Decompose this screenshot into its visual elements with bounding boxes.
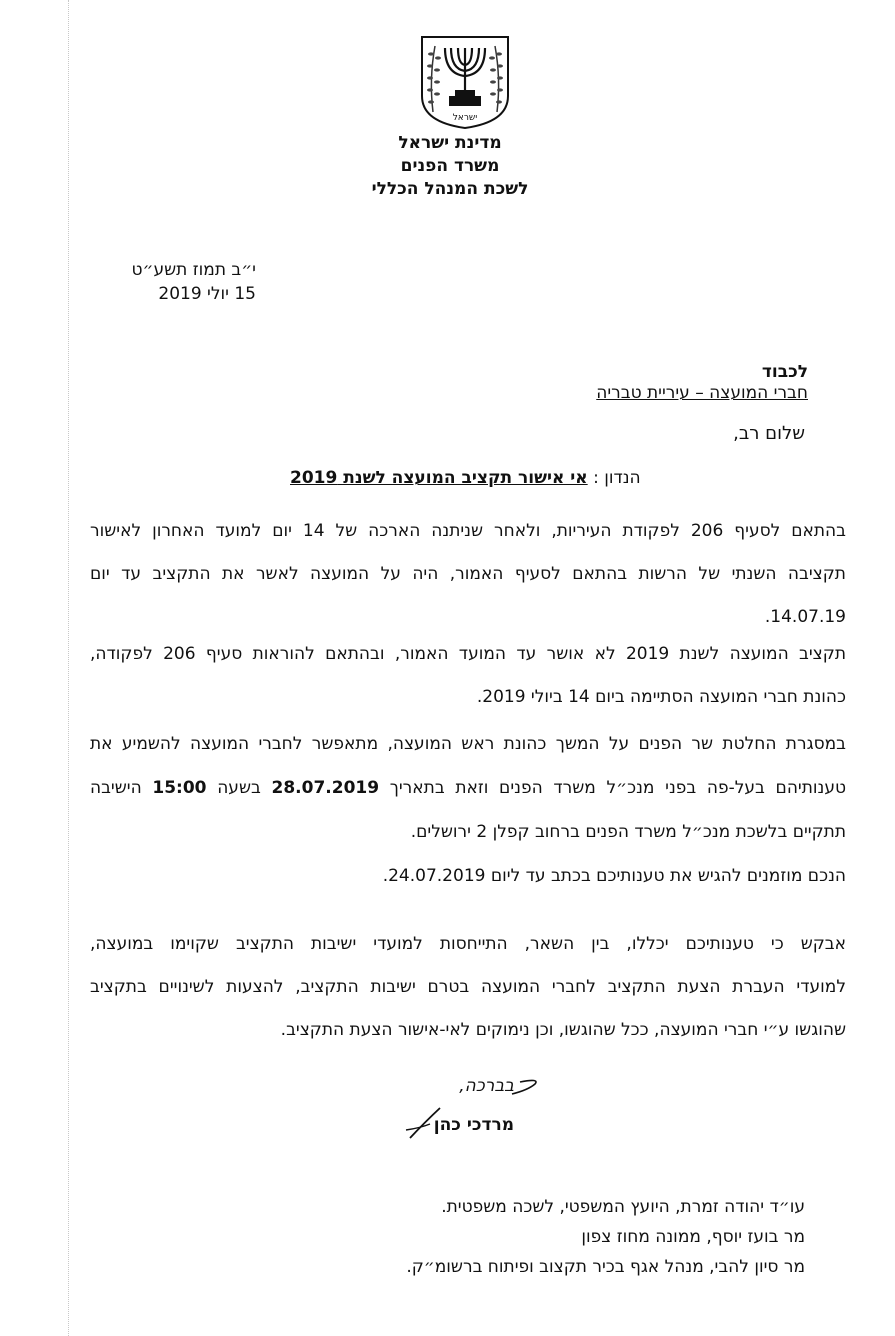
subject-label: הנדון : [593, 468, 641, 488]
cc-list [406, 1192, 805, 1282]
paragraph-line: הנכם מוזמנים להגיש את טענותיכם בכתב עד ליום 24.07.2019. [382, 866, 846, 886]
paragraph-line: תקציבה השנתי של הרשות בהתאם לסעיף האמור, היה על המועצה לאשר את התקציב עד יום [90, 564, 846, 584]
cc-item: מר בועז יוסף, ממונה מחוז צפון [581, 1227, 805, 1247]
cc-item: עו״ד יהודה זמרת, היועץ המשפטי, לשכה משפטית. [441, 1197, 805, 1217]
subject-line [290, 468, 641, 488]
paragraph-line: 14.07.19. [764, 607, 846, 627]
emblem-icon [419, 34, 511, 130]
org-line-state: מדינת ישראל [398, 133, 502, 153]
signature-block [400, 1070, 520, 1140]
greeting: שלום רב, [733, 423, 805, 444]
paragraph-line: כהונת חברי המועצה הסתיימה ביום 14 ביולי 2019. [476, 687, 846, 707]
page-edge-line [68, 0, 69, 1336]
paragraph-written-deadline [90, 866, 846, 886]
paragraph-line: בהתאם לסעיף 206 לפקודת העיריות, ולאחר שניתנה הארכה של 14 יום למועד האחרון לאישור [90, 521, 846, 541]
paragraph-line: תקציב המועצה לשנת 2019 לא אושר עד המועד האמור, ובהתאם להוראות סעיף 206 לפקודה, [90, 644, 846, 664]
closing: בברכה, [459, 1076, 514, 1096]
paragraph-line: במסגרת החלטת שר הפנים על המשך כהונת ראש המועצה, מתאפשר לחברי המועצה להשמיע את [90, 734, 846, 754]
text-segment: הישיבה [90, 778, 142, 798]
org-line-ministry: משרד הפנים [400, 156, 500, 176]
to-label: לכבוד [761, 362, 808, 382]
hearing-time: 15:00 [152, 778, 207, 798]
signatory-name: מרדכי כהן [433, 1115, 514, 1135]
ministry-header [330, 132, 570, 201]
subject-text: אי אישור תקציב המועצה לשנת 2019 [290, 468, 588, 488]
addressee [596, 362, 808, 404]
date-block [96, 258, 256, 306]
recipients: חברי המועצה – עיריית טבריה [596, 383, 808, 403]
hebrew-date: י״ב תמוז תשע״ט [131, 260, 256, 280]
text-segment: טענותיהם בעל-פה בפני מנכ״ל משרד הפנים וזאת בתאריך [389, 778, 847, 798]
paragraph-legal-basis [90, 510, 846, 639]
paragraph-line-hearing-datetime [90, 766, 846, 810]
paragraph-hearing [90, 722, 846, 854]
cc-item: מר סיון להבי, מנהל אגף בכיר תקצוב ופיתוח ברשומ״ק. [406, 1257, 805, 1277]
paragraph-line: למועדי העברת הצעת התקציב לחברי המועצה בטרם ישיבות התקציב, להצעות לשינויים בתקציב [90, 977, 846, 997]
gregorian-date: 15 יולי 2019 [158, 284, 256, 304]
paragraph-request [90, 923, 846, 1052]
paragraph-term-ended [90, 633, 846, 719]
svg-text:ישראל: ישראל [452, 113, 478, 123]
hearing-date: 28.07.2019 [271, 778, 380, 798]
org-line-office: לשכת המנהל הכללי [371, 179, 529, 199]
paragraph-line: אבקש כי טענותיכם יכללו, בין השאר, התייחסות למועדי ישיבות התקציב שקוימו במועצה, [90, 934, 846, 954]
paragraph-line: תתקיים בלשכת מנכ״ל משרד הפנים ברחוב קפלן 2 ירושלים. [410, 822, 846, 842]
text-segment: בשעה [217, 778, 261, 798]
paragraph-line: שהוגשו ע״י חברי המועצה, ככל שהוגשו, וכן נימוקים לאי-אישור הצעת התקציב. [280, 1020, 846, 1040]
